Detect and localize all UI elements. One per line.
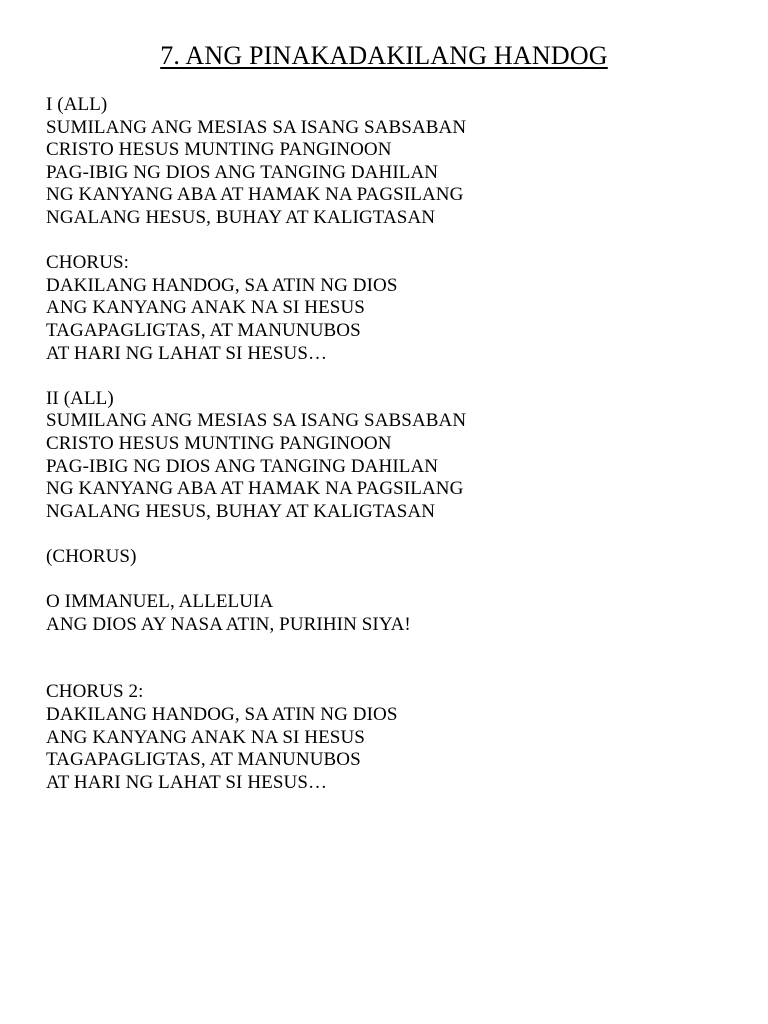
lyric-line: CRISTO HESUS MUNTING PANGINOON <box>46 139 392 161</box>
stanza-label: I (ALL) <box>46 94 108 115</box>
lyric-line: PAG-IBIG NG DIOS ANG TANGING DAHILAN <box>46 161 439 183</box>
lyric-line: ANG DIOS AY NASA ATIN, PURIHIN SIYA! <box>46 613 411 635</box>
lyric-line: DAKILANG HANDOG, SA ATIN NG DIOS <box>46 274 398 296</box>
lyric-line: NGALANG HESUS, BUHAY AT KALIGTASAN <box>46 500 436 522</box>
lyric-line: CRISTO HESUS MUNTING PANGINOON <box>46 432 392 454</box>
stanza-verse-1 <box>46 94 746 230</box>
lyric-line: AT HARI NG LAHAT SI HESUS… <box>46 342 328 364</box>
lyric-line: PAG-IBIG NG DIOS ANG TANGING DAHILAN <box>46 455 439 477</box>
lyric-line: NG KANYANG ABA AT HAMAK NA PAGSILANG <box>46 478 464 500</box>
lyric-line: NGALANG HESUS, BUHAY AT KALIGTASAN <box>46 206 436 228</box>
stanza-chorus-repeat <box>46 546 746 569</box>
stanza-spacer <box>46 230 746 253</box>
lyric-line: TAGAPAGLIGTAS, AT MANUNUBOS <box>46 319 361 341</box>
stanza-verse-2 <box>46 388 746 524</box>
lyric-line: NG KANYANG ABA AT HAMAK NA PAGSILANG <box>46 184 464 206</box>
lyric-line: DAKILANG HANDOG, SA ATIN NG DIOS <box>46 704 398 726</box>
lyric-line: ANG KANYANG ANAK NA SI HESUS <box>46 297 365 319</box>
stanza-label: CHORUS: <box>46 252 130 274</box>
stanza-bridge <box>46 591 746 636</box>
song-title: 7. ANG PINAKADAKILANG HANDOG <box>160 41 608 70</box>
lyric-line: TAGAPAGLIGTAS, AT MANUNUBOS <box>46 749 361 771</box>
stanza-label: II (ALL) <box>46 387 114 409</box>
lyrics-body <box>46 94 746 794</box>
lyric-line: O IMMANUEL, ALLELUIA <box>46 591 274 613</box>
lyric-line: SUMILANG ANG MESIAS SA ISANG SABSABAN <box>46 410 467 432</box>
lyric-line: SUMILANG ANG MESIAS SA ISANG SABSABAN <box>46 116 467 138</box>
stanza-label: (CHORUS) <box>46 545 137 567</box>
stanza-spacer <box>46 365 746 388</box>
stanza-chorus <box>46 252 746 365</box>
stanza-chorus-2 <box>46 681 746 794</box>
stanza-spacer <box>46 568 746 591</box>
lyric-line: AT HARI NG LAHAT SI HESUS… <box>46 771 328 793</box>
stanza-spacer <box>46 636 746 681</box>
stanza-spacer <box>46 523 746 546</box>
stanza-label: CHORUS 2: <box>46 681 144 703</box>
lyric-line: ANG KANYANG ANAK NA SI HESUS <box>46 726 365 748</box>
